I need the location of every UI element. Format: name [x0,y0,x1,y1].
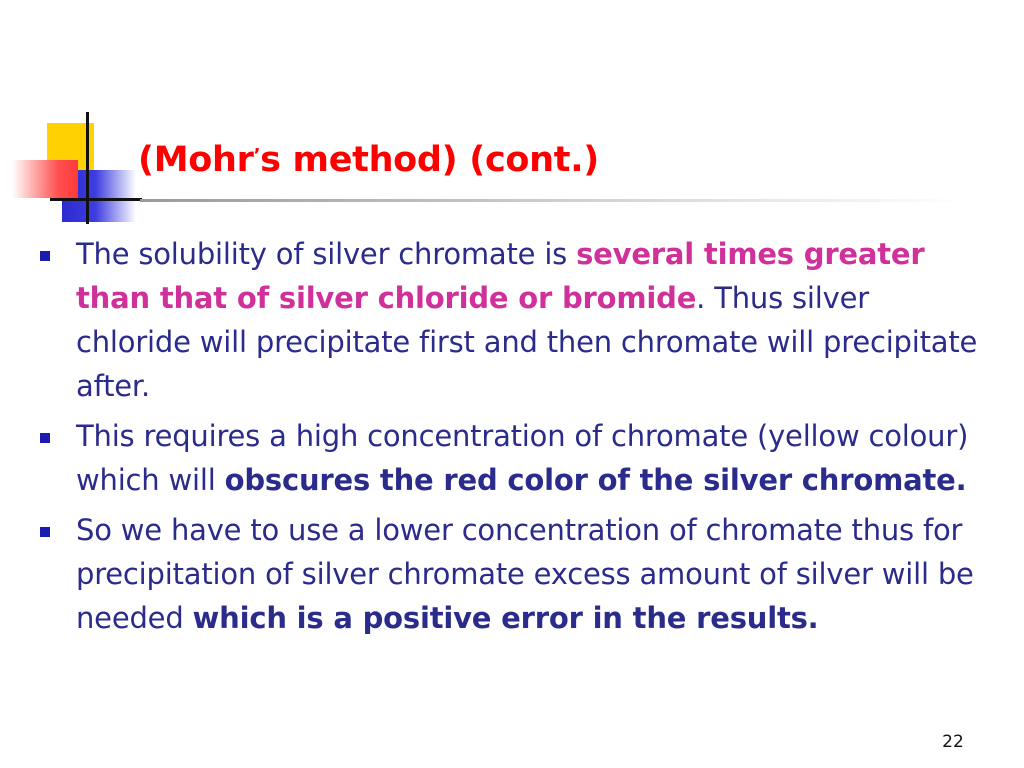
title-underline [140,199,970,202]
slide-title-part2: s method) (cont.) [260,140,599,180]
logo-vertical-line [86,112,89,224]
square-bullet-icon [40,433,50,443]
bullet-list [40,232,990,646]
bullet-highlight: which is a positive error in the results. [192,601,819,635]
logo-red-bar [12,160,78,198]
bullet-text: So we have to use a lower concentration of chromate thus for precipitation of silver chromate excess amount of silver will be needed [76,513,974,635]
page-number: 22 [942,732,964,752]
bullet-text-continued: . Thus silver chloride will precipitate first and then chromate will precipitate after. [76,281,978,403]
bullet-highlight: several times greater than that of silver chloride or bromide [76,237,925,315]
bullet-highlight: obscures the red color of the silver chromate. [224,463,967,497]
bullet-text: This requires a high concentration of chromate (yellow colour) which will [76,419,969,497]
slide-title-apostrophe: ’ [253,145,261,166]
bullet-item-concentration [40,414,990,502]
slide-title-part1: (Mohr [138,140,254,180]
bullet-text: The solubility of silver chromate is [76,237,577,271]
slide-title [138,140,599,180]
bullet-item-positive-error [40,508,990,640]
square-bullet-icon [40,251,50,261]
square-bullet-icon [40,527,50,537]
bullet-item-solubility [40,232,990,408]
logo-horizontal-line [50,198,142,201]
